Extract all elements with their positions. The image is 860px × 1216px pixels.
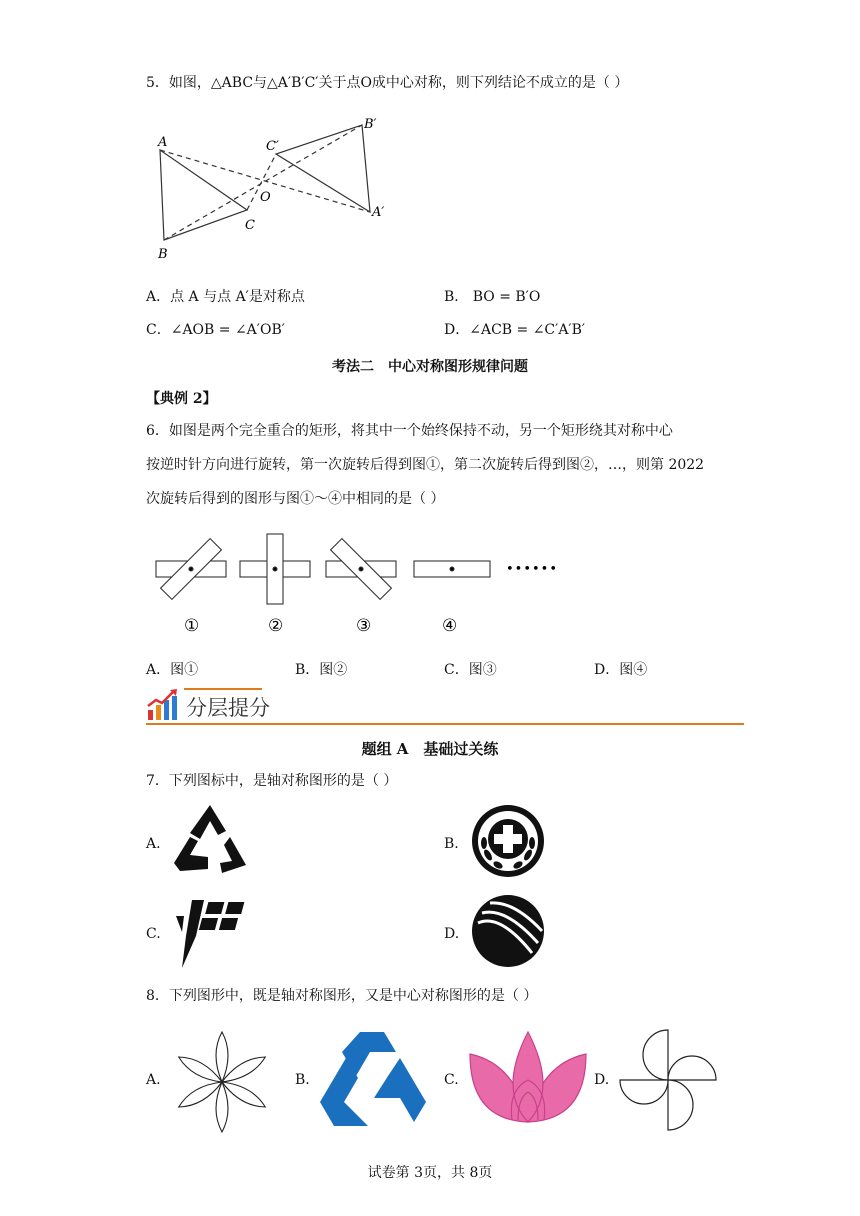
pinwheel-shape: [618, 1028, 718, 1132]
q6-option-c: C．图③: [444, 662, 497, 678]
label-a-prime: A′: [372, 205, 385, 220]
q7-stem: 7．下列图标中，是轴对称图形的是（ ）: [146, 773, 398, 789]
q7-option-a: A.: [146, 836, 161, 852]
method2-title: 考法二 中心对称图形规律问题: [332, 359, 528, 375]
q6-option-a: A．图①: [146, 662, 199, 678]
q6-label-2: ②: [268, 616, 284, 636]
q5-option-b: B． BO = B′O: [444, 289, 541, 305]
chart-growth-icon: [146, 688, 180, 722]
q6-ellipsis: ••••••: [506, 562, 559, 577]
q5-option-a: A．点 A 与点 A′是对称点: [146, 289, 305, 305]
q8-stem: 8．下列图形中，既是轴对称图形，又是中心对称图形的是（ ）: [146, 988, 538, 1004]
q6-option-d: D．图④: [594, 662, 648, 678]
q7-option-c: C.: [146, 926, 161, 942]
banner-top-rule: [184, 688, 262, 690]
swirl-sphere-icon: [470, 893, 546, 969]
triangle-logo: [318, 1030, 428, 1130]
q5-option-c: C．∠AOB = ∠A′OB′: [146, 322, 285, 338]
lotus-shape: [468, 1030, 588, 1126]
q6-option-b: B．图②: [295, 662, 348, 678]
label-b: B: [158, 247, 168, 262]
q6-stem: [146, 414, 736, 516]
q6-stem-line1: 6．如图是两个完全重合的矩形，将其中一个始终保持不动，另一个矩形绕其对称中心: [146, 423, 673, 439]
six-petal-flower: [170, 1030, 274, 1134]
label-c-prime: C′: [266, 139, 279, 154]
q8-option-c: C.: [444, 1072, 459, 1088]
q8-option-d: D.: [594, 1072, 610, 1088]
label-c: C: [245, 218, 255, 233]
recycle-icon: [170, 803, 250, 879]
q6-label-3: ③: [356, 616, 372, 636]
label-b-prime: B′: [364, 117, 377, 132]
page-footer: 试卷第 3页，共 8页: [367, 1165, 493, 1181]
q5-figure: [150, 112, 400, 264]
label-a: A: [158, 135, 168, 150]
q7-option-d: D.: [444, 926, 460, 942]
comet-grid-icon: [170, 896, 250, 970]
q6-stem-line3: 次旋转后得到的图形与图①～④中相同的是（ ）: [146, 491, 445, 507]
q5-option-d: D．∠ACB = ∠C′A′B′: [444, 322, 586, 338]
q8-option-b: B.: [295, 1072, 310, 1088]
banner-rule: [146, 723, 744, 725]
example2-label: 【典例 2】: [146, 391, 217, 407]
banner-title: 分层提分: [186, 696, 270, 720]
q5-stem: 5．如图，△ABC与△A′B′C′关于点O成中心对称，则下列结论不成立的是（ ）: [146, 75, 629, 91]
section-banner: [146, 688, 744, 726]
q6-stem-line2: 按逆时针方向进行旋转，第一次旋转后得到图①，第二次旋转后得到图②，…，则第 2022: [146, 457, 705, 473]
q6-label-1: ①: [184, 616, 200, 636]
q6-figures: [150, 530, 559, 640]
q7-option-b: B.: [444, 836, 459, 852]
label-o: O: [260, 190, 271, 205]
q6-label-4: ④: [442, 616, 458, 636]
cross-emblem-icon: [470, 803, 546, 879]
group-a-title: 题组 A 基础过关练: [361, 740, 499, 758]
q8-option-a: A.: [146, 1072, 161, 1088]
